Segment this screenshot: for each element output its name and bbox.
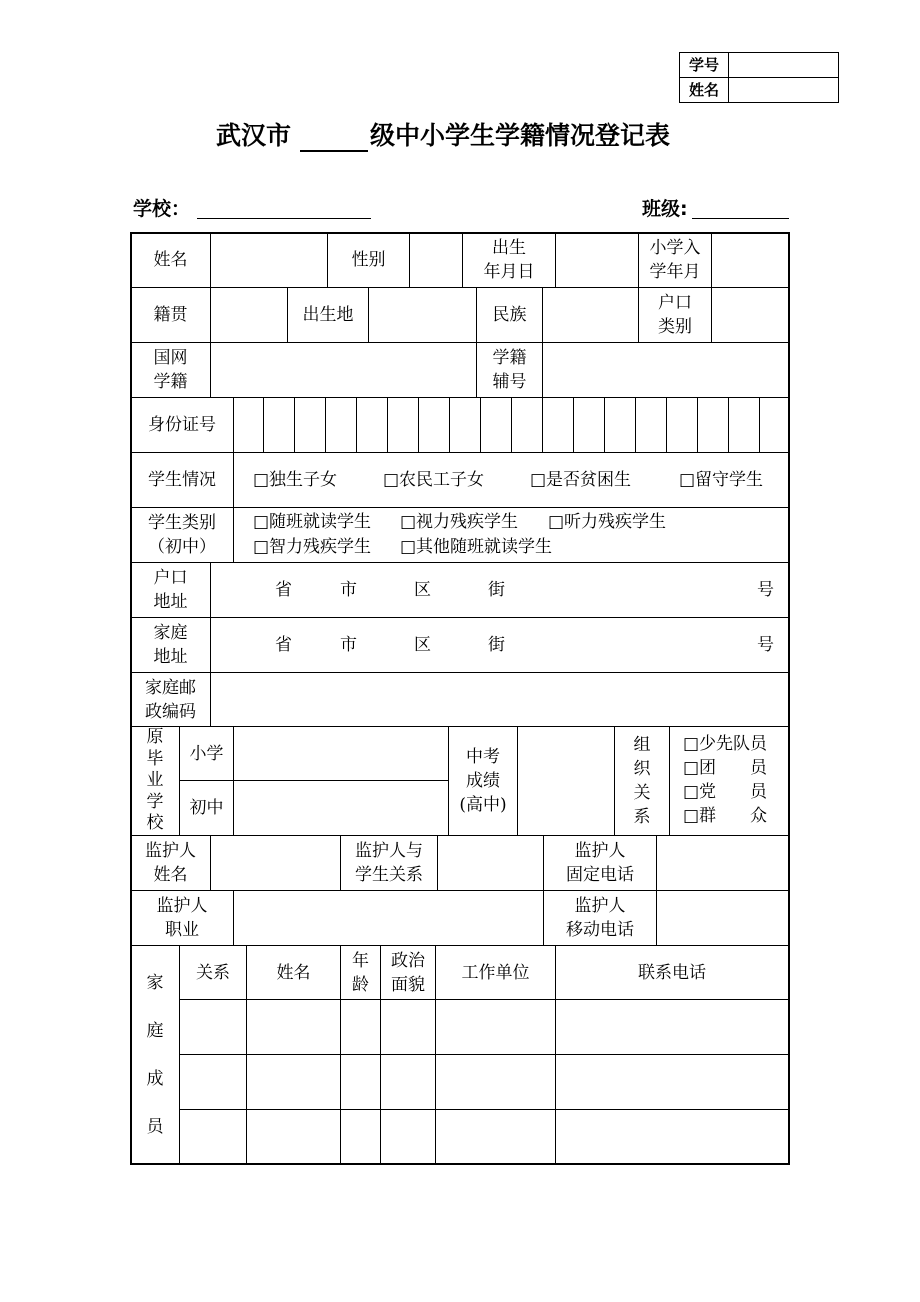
checkbox-inclusive[interactable]: □随班就读学生	[253, 512, 372, 532]
hukou-number: 号	[757, 580, 774, 600]
checkbox-migrant-child[interactable]: □农民工子女	[383, 470, 485, 490]
gender-field[interactable]	[410, 233, 462, 287]
postcode-field[interactable]	[211, 673, 788, 726]
student-id-label: 学号	[688, 56, 719, 74]
native-place-field[interactable]	[211, 288, 287, 342]
family-row[interactable]	[180, 1000, 788, 1054]
family-header-relation: 关系	[196, 962, 230, 983]
school-label: 学校：	[133, 198, 191, 220]
checkbox-visual-disability[interactable]: □视力残疾学生	[400, 512, 519, 532]
hukou-address-label: 户口 地址	[153, 568, 188, 612]
guardian-name-field[interactable]	[211, 836, 340, 890]
exam-score-label: 中考 成绩 (高中)	[459, 747, 507, 815]
org-relation-label: 组 织 关 系	[633, 735, 651, 827]
guardian-mobile-label: 监护人 移动电话	[566, 896, 634, 940]
student-id-field[interactable]	[729, 53, 838, 77]
home-city: 市	[340, 635, 357, 655]
national-id-field[interactable]	[211, 343, 476, 397]
checkbox-other-inclusive[interactable]: □其他随班就读学生	[400, 537, 553, 557]
junior-school-label: 初中	[189, 798, 224, 818]
checkbox-party-member[interactable]: □党 员	[683, 782, 768, 802]
home-number: 号	[757, 635, 774, 655]
birthplace-label: 出生地	[302, 305, 354, 325]
home-province: 省	[275, 635, 292, 655]
family-header-politics: 政治 面貌	[391, 950, 425, 995]
title-suffix: 级中小学生学籍情况登记表	[370, 121, 671, 150]
family-members-label: 家 庭 成 员	[146, 972, 164, 1137]
primary-entry-label: 小学入 学年月	[649, 238, 701, 282]
family-row[interactable]	[180, 1110, 788, 1163]
primary-entry-field[interactable]	[712, 233, 788, 287]
postcode-label: 家庭邮 政编码	[145, 677, 196, 722]
name-label-cell: 姓名	[153, 250, 188, 270]
checkbox-league-member[interactable]: □团 员	[683, 758, 768, 778]
grade-blank[interactable]	[300, 150, 368, 152]
birth-date-field[interactable]	[556, 233, 638, 287]
name-field-corner[interactable]	[729, 78, 838, 102]
hukou-province: 省	[275, 580, 292, 600]
aux-no-field[interactable]	[543, 343, 788, 397]
checkbox-poor-student[interactable]: □是否贫困生	[530, 470, 632, 490]
hukou-street: 街	[488, 580, 505, 600]
guardian-job-field[interactable]	[234, 891, 543, 945]
family-header-phone: 联系电话	[638, 962, 706, 983]
home-street: 街	[488, 635, 505, 655]
checkbox-young-pioneer[interactable]: □少先队员	[683, 734, 768, 754]
title-prefix: 武汉市	[216, 121, 292, 150]
guardian-landline-field[interactable]	[657, 836, 788, 890]
junior-school-field[interactable]	[234, 781, 448, 835]
checkbox-masses[interactable]: □群 众	[683, 806, 768, 826]
guardian-mobile-field[interactable]	[657, 891, 788, 945]
home-address-label: 家庭 地址	[153, 623, 188, 667]
primary-school-label: 小学	[189, 743, 224, 764]
class-label: 班级:	[642, 198, 688, 220]
national-id-label: 国网 学籍	[153, 348, 188, 392]
family-header-age: 年 龄	[352, 950, 369, 995]
checkbox-intellectual-disability[interactable]: □智力残疾学生	[253, 537, 372, 557]
name-label: 姓名	[688, 81, 719, 99]
family-header-name: 姓名	[276, 962, 311, 983]
hukou-type-field[interactable]	[712, 288, 788, 342]
checkbox-hearing-disability[interactable]: □听力残疾学生	[548, 512, 667, 532]
birthplace-field[interactable]	[369, 288, 476, 342]
family-header-employer: 工作单位	[461, 962, 530, 983]
ethnicity-label: 民族	[492, 305, 527, 325]
birth-date-label: 出生 年月日	[483, 238, 535, 282]
guardian-relation-label: 监护人与 学生关系	[355, 841, 423, 885]
primary-school-field[interactable]	[234, 727, 448, 780]
graduated-school-label: 原 毕 业 学 校	[146, 727, 164, 834]
family-row[interactable]	[180, 1055, 788, 1109]
native-place-label: 籍贯	[153, 305, 188, 325]
checkbox-only-child[interactable]: □独生子女	[253, 470, 338, 490]
checkbox-left-behind[interactable]: □留守学生	[679, 470, 764, 490]
student-status-label: 学生情况	[148, 470, 216, 490]
guardian-job-label: 监护人 职业	[156, 896, 208, 940]
hukou-district: 区	[414, 580, 431, 600]
hukou-type-label: 户口 类别	[658, 293, 692, 337]
class-field[interactable]	[692, 218, 789, 219]
gender-label: 性别	[351, 250, 386, 270]
hukou-city: 市	[340, 580, 357, 600]
home-district: 区	[414, 635, 431, 655]
school-field[interactable]	[197, 218, 371, 219]
name-field[interactable]	[211, 233, 327, 287]
id-card-label: 身份证号	[148, 415, 216, 435]
guardian-relation-field[interactable]	[438, 836, 543, 890]
guardian-landline-label: 监护人 固定电话	[566, 841, 634, 885]
id-card-field[interactable]	[234, 398, 788, 452]
guardian-name-label: 监护人 姓名	[145, 841, 196, 885]
exam-score-field[interactable]	[518, 727, 614, 835]
aux-no-label: 学籍 辅号	[492, 348, 527, 392]
ethnicity-field[interactable]	[543, 288, 638, 342]
student-category-label: 学生类别 （初中）	[148, 513, 216, 557]
